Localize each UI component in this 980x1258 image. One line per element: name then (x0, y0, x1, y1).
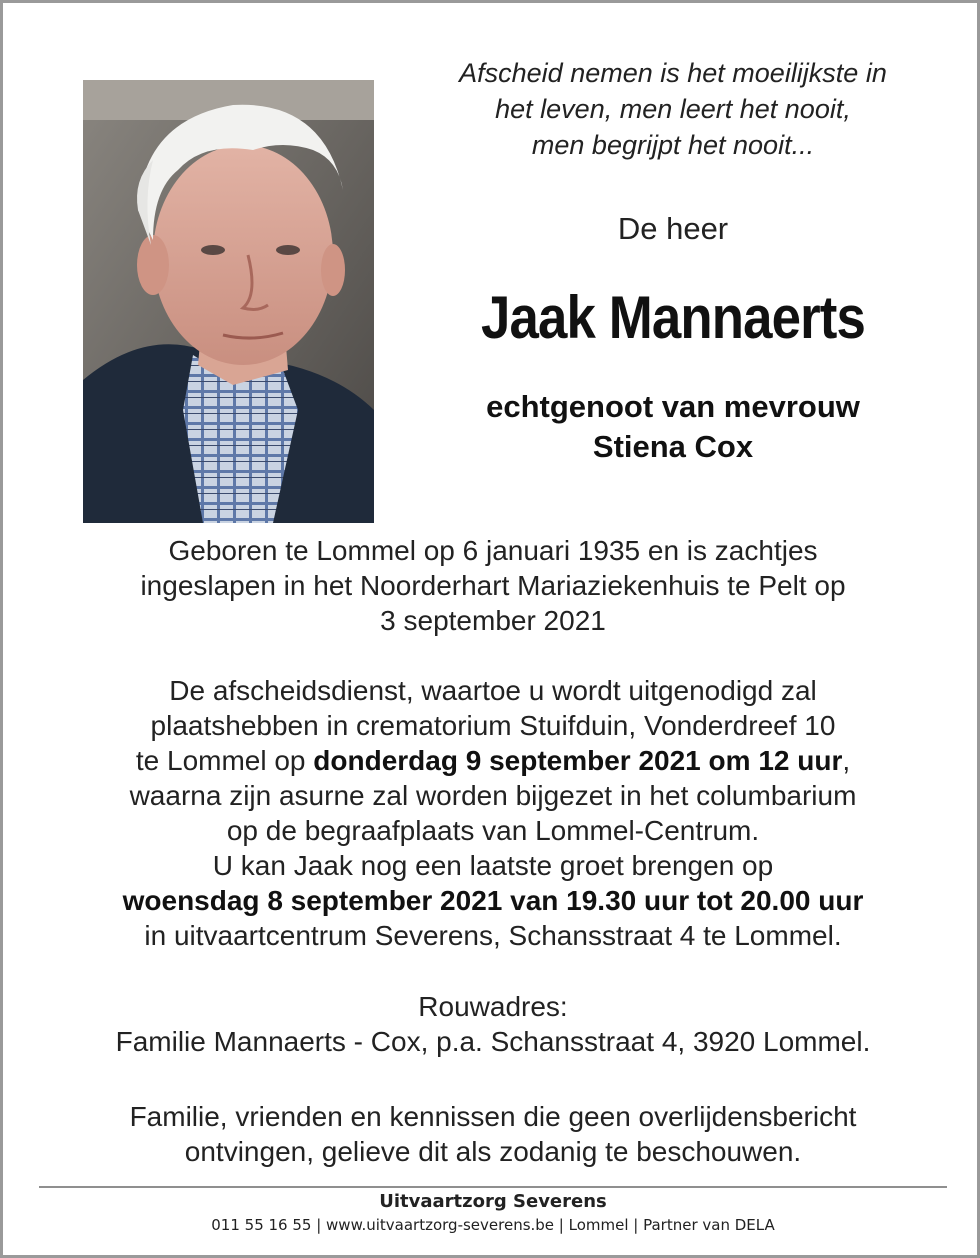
footer-divider (39, 1186, 947, 1188)
notice-line: Familie, vrienden en kennissen die geen overlijdensbericht (129, 1101, 857, 1132)
service-line (33, 743, 953, 778)
mourning-address (33, 989, 953, 1059)
spouse-line: echtgenoot van mevrouw (486, 389, 860, 424)
service-datetime: donderdag 9 september 2021 om 12 uur (313, 745, 843, 776)
spouse-info (403, 387, 943, 467)
birth-line: 3 september 2021 (380, 605, 606, 636)
service-line: De afscheidsdienst, waartoe u wordt uitgenodigd zal (169, 675, 817, 706)
address-heading: Rouwadres: (418, 991, 568, 1022)
service-line: plaatshebben in crematorium Stuifduin, Vonderdreef 10 (150, 710, 836, 741)
visitation-datetime (33, 883, 953, 918)
memorial-quote (403, 55, 943, 163)
service-line: op de begraafplaats van Lommel-Centrum. (226, 815, 760, 846)
address-line: Familie Mannaerts - Cox, p.a. Schansstraat 4, 3920 Lommel. (115, 1026, 871, 1057)
deceased-name: Jaak Mannaerts (481, 284, 865, 351)
visitation-datetime-text: woensdag 8 september 2021 van 19.30 uur tot 20.00 uur (122, 885, 864, 916)
salutation: De heer (617, 211, 729, 246)
service-paragraph (33, 673, 953, 953)
service-line: in uitvaartcentrum Severens, Schansstraat 4 te Lommel. (144, 920, 842, 951)
quote-line: Afscheid nemen is het moeilijkste in (459, 58, 887, 88)
service-text: te Lommel op (135, 745, 314, 776)
birth-paragraph (33, 533, 953, 638)
funeral-home-name: Uitvaartzorg Severens (379, 1191, 607, 1212)
portrait-photo (83, 80, 374, 523)
service-line: waarna zijn asurne zal worden bijgezet in het columbarium (129, 780, 857, 811)
spouse-name: Stiena Cox (592, 429, 754, 464)
notice-line: ontvingen, gelieve dit als zodanig te beschouwen. (184, 1136, 802, 1167)
header-column (403, 55, 943, 467)
birth-line: Geboren te Lommel op 6 januari 1935 en is zachtjes (168, 535, 818, 566)
service-text: , (842, 745, 851, 776)
quote-line: men begrijpt het nooit... (531, 130, 815, 160)
birth-line: ingeslapen in het Noorderhart Mariaziekenhuis te Pelt op (140, 570, 846, 601)
funeral-home-contact: 011 55 16 55 | www.uitvaartzorg-severens.be | Lommel | Partner van DELA (211, 1216, 775, 1234)
quote-line: het leven, men leert het nooit, (495, 94, 851, 124)
portrait-image (83, 80, 374, 523)
notice-paragraph (33, 1099, 953, 1169)
service-line: U kan Jaak nog een laatste groet brengen op (212, 850, 774, 881)
